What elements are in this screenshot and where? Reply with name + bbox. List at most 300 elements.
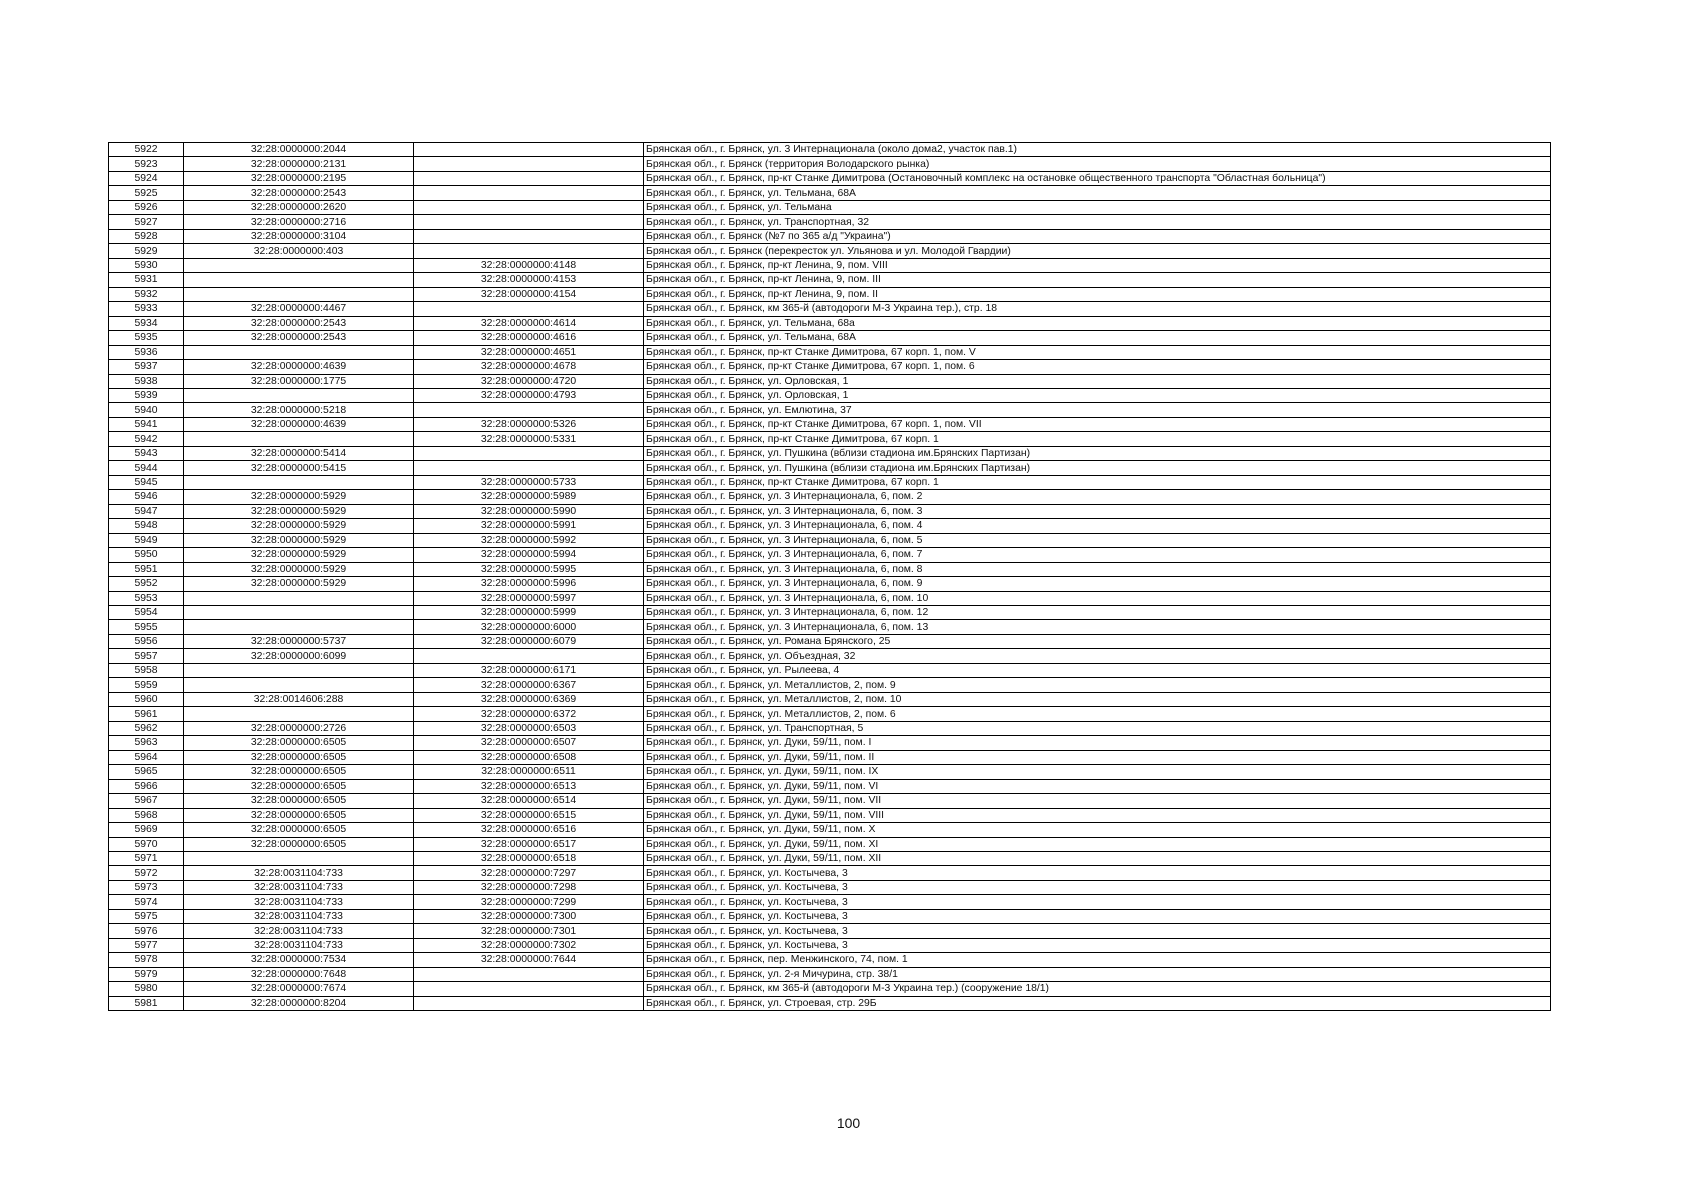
- table-row: [109, 519, 1551, 533]
- object-cadastral-number-cell: [414, 649, 644, 663]
- row-number-cell: 5928: [109, 229, 184, 243]
- address-cell: Брянская обл., г. Брянск, ул. Металлистов, 2, пом. 9: [644, 678, 1551, 692]
- table-row: [109, 953, 1551, 967]
- row-number-cell: 5960: [109, 692, 184, 706]
- row-number-cell: 5967: [109, 794, 184, 808]
- cadastral-number-cell: 32:28:0000000:2620: [184, 200, 414, 214]
- address-cell: Брянская обл., г. Брянск, ул. 3 Интернационала, 6, пом. 8: [644, 562, 1551, 576]
- address-cell: Брянская обл., г. Брянск, ул. 3 Интернационала, 6, пом. 13: [644, 620, 1551, 634]
- object-cadastral-number-cell: 32:28:0000000:7299: [414, 895, 644, 909]
- row-number-cell: 5971: [109, 851, 184, 865]
- object-cadastral-number-cell: 32:28:0000000:6507: [414, 736, 644, 750]
- table-row: [109, 374, 1551, 388]
- address-cell: Брянская обл., г. Брянск, ул. Пушкина (вблизи стадиона им.Брянских Партизан): [644, 446, 1551, 460]
- row-number-cell: 5954: [109, 606, 184, 620]
- row-number-cell: 5931: [109, 273, 184, 287]
- row-number-cell: 5923: [109, 157, 184, 171]
- table-row: [109, 620, 1551, 634]
- object-cadastral-number-cell: [414, 461, 644, 475]
- cadastral-number-cell: 32:28:0000000:403: [184, 244, 414, 258]
- row-number-cell: 5925: [109, 186, 184, 200]
- row-number-cell: 5943: [109, 446, 184, 460]
- cadastral-number-cell: 32:28:0000000:4467: [184, 302, 414, 316]
- address-cell: Брянская обл., г. Брянск, ул. Дуки, 59/11, пом. VII: [644, 794, 1551, 808]
- registry-table-body: [109, 143, 1551, 1011]
- cadastral-number-cell: [184, 663, 414, 677]
- table-row: [109, 432, 1551, 446]
- row-number-cell: 5926: [109, 200, 184, 214]
- object-cadastral-number-cell: 32:28:0000000:7297: [414, 866, 644, 880]
- object-cadastral-number-cell: 32:28:0000000:5326: [414, 417, 644, 431]
- cadastral-number-cell: 32:28:0000000:2131: [184, 157, 414, 171]
- object-cadastral-number-cell: [414, 446, 644, 460]
- address-cell: Брянская обл., г. Брянск, ул. Костычева, 3: [644, 880, 1551, 894]
- table-row: [109, 634, 1551, 648]
- address-cell: Брянская обл., г. Брянск, ул. Тельмана, 68А: [644, 331, 1551, 345]
- object-cadastral-number-cell: 32:28:0000000:4793: [414, 388, 644, 402]
- cadastral-number-cell: 32:28:0000000:5929: [184, 548, 414, 562]
- table-row: [109, 794, 1551, 808]
- table-row: [109, 736, 1551, 750]
- table-row: [109, 446, 1551, 460]
- object-cadastral-number-cell: [414, 143, 644, 157]
- cadastral-number-cell: 32:28:0000000:6505: [184, 823, 414, 837]
- object-cadastral-number-cell: 32:28:0000000:5995: [414, 562, 644, 576]
- cadastral-number-cell: [184, 606, 414, 620]
- address-cell: Брянская обл., г. Брянск, ул. Орловская, 1: [644, 388, 1551, 402]
- row-number-cell: 5980: [109, 982, 184, 996]
- row-number-cell: 5965: [109, 765, 184, 779]
- object-cadastral-number-cell: 32:28:0000000:6079: [414, 634, 644, 648]
- address-cell: Брянская обл., г. Брянск, ул. Тельмана, 68А: [644, 186, 1551, 200]
- cadastral-number-cell: [184, 273, 414, 287]
- address-cell: Брянская обл., г. Брянск, ул. Дуки, 59/11, пом. VIII: [644, 808, 1551, 822]
- cadastral-number-cell: 32:28:0000000:8204: [184, 996, 414, 1010]
- cadastral-number-cell: 32:28:0000000:7674: [184, 982, 414, 996]
- table-row: [109, 591, 1551, 605]
- cadastral-number-cell: 32:28:0000000:3104: [184, 229, 414, 243]
- table-row: [109, 721, 1551, 735]
- row-number-cell: 5945: [109, 475, 184, 489]
- row-number-cell: 5924: [109, 171, 184, 185]
- cadastral-number-cell: [184, 475, 414, 489]
- address-cell: Брянская обл., г. Брянск, км 365-й (автодороги М-3 Украина тер.) (сооружение 18/1): [644, 982, 1551, 996]
- row-number-cell: 5958: [109, 663, 184, 677]
- cadastral-number-cell: 32:28:0000000:7534: [184, 953, 414, 967]
- row-number-cell: 5932: [109, 287, 184, 301]
- row-number-cell: 5935: [109, 331, 184, 345]
- table-row: [109, 808, 1551, 822]
- address-cell: Брянская обл., г. Брянск, ул. Строевая, стр. 29Б: [644, 996, 1551, 1010]
- table-row: [109, 417, 1551, 431]
- address-cell: Брянская обл., г. Брянск, ул. 3 Интернационала, 6, пом. 2: [644, 490, 1551, 504]
- address-cell: Брянская обл., г. Брянск, пр-кт Станке Димитрова, 67 корп. 1, пом. V: [644, 345, 1551, 359]
- row-number-cell: 5953: [109, 591, 184, 605]
- object-cadastral-number-cell: 32:28:0000000:5991: [414, 519, 644, 533]
- cadastral-number-cell: [184, 591, 414, 605]
- address-cell: Брянская обл., г. Брянск, ул. 3 Интернационала, 6, пом. 9: [644, 577, 1551, 591]
- table-row: [109, 475, 1551, 489]
- row-number-cell: 5978: [109, 953, 184, 967]
- row-number-cell: 5975: [109, 909, 184, 923]
- row-number-cell: 5968: [109, 808, 184, 822]
- table-row: [109, 606, 1551, 620]
- address-cell: Брянская обл., г. Брянск, ул. Металлистов, 2, пом. 10: [644, 692, 1551, 706]
- cadastral-number-cell: 32:28:0000000:2543: [184, 331, 414, 345]
- table-row: [109, 678, 1551, 692]
- object-cadastral-number-cell: 32:28:0000000:5990: [414, 504, 644, 518]
- table-row: [109, 157, 1551, 171]
- address-cell: Брянская обл., г. Брянск, ул. Пушкина (вблизи стадиона им.Брянских Партизан): [644, 461, 1551, 475]
- row-number-cell: 5940: [109, 403, 184, 417]
- address-cell: Брянская обл., г. Брянск, ул. Орловская, 1: [644, 374, 1551, 388]
- table-row: [109, 548, 1551, 562]
- table-row: [109, 996, 1551, 1010]
- address-cell: Брянская обл., г. Брянск, пр-кт Станке Димитрова, 67 корп. 1, пом. 6: [644, 360, 1551, 374]
- row-number-cell: 5929: [109, 244, 184, 258]
- address-cell: Брянская обл., г. Брянск, ул. 3 Интернационала, 6, пом. 12: [644, 606, 1551, 620]
- row-number-cell: 5941: [109, 417, 184, 431]
- object-cadastral-number-cell: 32:28:0000000:5997: [414, 591, 644, 605]
- cadastral-number-cell: 32:28:0000000:6505: [184, 794, 414, 808]
- cadastral-number-cell: 32:28:0000000:6505: [184, 750, 414, 764]
- table-row: [109, 331, 1551, 345]
- page-number: 100: [836, 1115, 861, 1131]
- cadastral-number-cell: 32:28:0031104:733: [184, 866, 414, 880]
- table-row: [109, 851, 1551, 865]
- table-row: [109, 577, 1551, 591]
- object-cadastral-number-cell: [414, 215, 644, 229]
- table-row: [109, 186, 1551, 200]
- object-cadastral-number-cell: 32:28:0000000:4678: [414, 360, 644, 374]
- object-cadastral-number-cell: 32:28:0000000:7301: [414, 924, 644, 938]
- object-cadastral-number-cell: 32:28:0000000:5994: [414, 548, 644, 562]
- table-row: [109, 461, 1551, 475]
- cadastral-number-cell: 32:28:0000000:5929: [184, 504, 414, 518]
- address-cell: Брянская обл., г. Брянск, ул. Романа Брянского, 25: [644, 634, 1551, 648]
- cadastral-number-cell: [184, 388, 414, 402]
- address-cell: Брянская обл., г. Брянск, ул. Дуки, 59/11, пом. II: [644, 750, 1551, 764]
- address-cell: Брянская обл., г. Брянск, пер. Менжинского, 74, пом. 1: [644, 953, 1551, 967]
- row-number-cell: 5974: [109, 895, 184, 909]
- table-row: [109, 533, 1551, 547]
- row-number-cell: 5955: [109, 620, 184, 634]
- table-row: [109, 663, 1551, 677]
- table-row: [109, 823, 1551, 837]
- address-cell: Брянская обл., г. Брянск, ул. Костычева, 3: [644, 866, 1551, 880]
- object-cadastral-number-cell: 32:28:0000000:6516: [414, 823, 644, 837]
- table-row: [109, 258, 1551, 272]
- cadastral-number-cell: [184, 345, 414, 359]
- row-number-cell: 5949: [109, 533, 184, 547]
- row-number-cell: 5937: [109, 360, 184, 374]
- table-row: [109, 143, 1551, 157]
- object-cadastral-number-cell: [414, 403, 644, 417]
- address-cell: Брянская обл., г. Брянск, ул. Металлистов, 2, пом. 6: [644, 707, 1551, 721]
- row-number-cell: 5939: [109, 388, 184, 402]
- table-row: [109, 388, 1551, 402]
- table-row: [109, 287, 1551, 301]
- cadastral-number-cell: 32:28:0000000:6505: [184, 808, 414, 822]
- table-row: [109, 866, 1551, 880]
- cadastral-number-cell: [184, 851, 414, 865]
- address-cell: Брянская обл., г. Брянск, ул. Объездная, 32: [644, 649, 1551, 663]
- address-cell: Брянская обл., г. Брянск, ул. Транспортная, 5: [644, 721, 1551, 735]
- row-number-cell: 5963: [109, 736, 184, 750]
- object-cadastral-number-cell: [414, 229, 644, 243]
- row-number-cell: 5977: [109, 938, 184, 952]
- row-number-cell: 5942: [109, 432, 184, 446]
- address-cell: Брянская обл., г. Брянск, ул. Емлютина, 37: [644, 403, 1551, 417]
- object-cadastral-number-cell: 32:28:0000000:6514: [414, 794, 644, 808]
- object-cadastral-number-cell: 32:28:0000000:4153: [414, 273, 644, 287]
- table-row: [109, 649, 1551, 663]
- cadastral-number-cell: 32:28:0000000:5415: [184, 461, 414, 475]
- address-cell: Брянская обл., г. Брянск, пр-кт Ленина, 9, пом. VIII: [644, 258, 1551, 272]
- table-row: [109, 880, 1551, 894]
- row-number-cell: 5959: [109, 678, 184, 692]
- cadastral-number-cell: 32:28:0000000:6505: [184, 837, 414, 851]
- object-cadastral-number-cell: 32:28:0000000:6513: [414, 779, 644, 793]
- row-number-cell: 5948: [109, 519, 184, 533]
- address-cell: Брянская обл., г. Брянск, ул. Дуки, 59/11, пом. XI: [644, 837, 1551, 851]
- cadastral-number-cell: [184, 678, 414, 692]
- table-row: [109, 837, 1551, 851]
- row-number-cell: 5936: [109, 345, 184, 359]
- address-cell: Брянская обл., г. Брянск (перекресток ул. Ульянова и ул. Молодой Гвардии): [644, 244, 1551, 258]
- cadastral-number-cell: 32:28:0000000:2195: [184, 171, 414, 185]
- cadastral-number-cell: 32:28:0000000:5737: [184, 634, 414, 648]
- table-row: [109, 171, 1551, 185]
- object-cadastral-number-cell: 32:28:0000000:5992: [414, 533, 644, 547]
- object-cadastral-number-cell: [414, 244, 644, 258]
- cadastral-number-cell: [184, 287, 414, 301]
- row-number-cell: 5946: [109, 490, 184, 504]
- cadastral-number-cell: 32:28:0000000:5218: [184, 403, 414, 417]
- row-number-cell: 5944: [109, 461, 184, 475]
- address-cell: Брянская обл., г. Брянск (№7 по 365 а/д "Украина"): [644, 229, 1551, 243]
- object-cadastral-number-cell: 32:28:0000000:6508: [414, 750, 644, 764]
- object-cadastral-number-cell: 32:28:0000000:7644: [414, 953, 644, 967]
- object-cadastral-number-cell: 32:28:0000000:6369: [414, 692, 644, 706]
- cadastral-number-cell: 32:28:0000000:4639: [184, 360, 414, 374]
- cadastral-number-cell: 32:28:0031104:733: [184, 909, 414, 923]
- row-number-cell: 5951: [109, 562, 184, 576]
- object-cadastral-number-cell: [414, 996, 644, 1010]
- object-cadastral-number-cell: [414, 186, 644, 200]
- table-row: [109, 215, 1551, 229]
- address-cell: Брянская обл., г. Брянск, пр-кт Ленина, 9, пом. II: [644, 287, 1551, 301]
- row-number-cell: 5952: [109, 577, 184, 591]
- table-row: [109, 403, 1551, 417]
- address-cell: Брянская обл., г. Брянск, ул. 3 Интернационала, 6, пом. 10: [644, 591, 1551, 605]
- address-cell: Брянская обл., г. Брянск, пр-кт Станке Димитрова, 67 корп. 1: [644, 475, 1551, 489]
- object-cadastral-number-cell: 32:28:0000000:4651: [414, 345, 644, 359]
- cadastral-number-cell: [184, 620, 414, 634]
- cadastral-number-cell: 32:28:0000000:5414: [184, 446, 414, 460]
- object-cadastral-number-cell: 32:28:0000000:5999: [414, 606, 644, 620]
- cadastral-number-cell: 32:28:0031104:733: [184, 895, 414, 909]
- row-number-cell: 5956: [109, 634, 184, 648]
- row-number-cell: 5934: [109, 316, 184, 330]
- row-number-cell: 5969: [109, 823, 184, 837]
- row-number-cell: 5950: [109, 548, 184, 562]
- table-row: [109, 229, 1551, 243]
- object-cadastral-number-cell: 32:28:0000000:4616: [414, 331, 644, 345]
- object-cadastral-number-cell: [414, 200, 644, 214]
- cadastral-number-cell: 32:28:0000000:1775: [184, 374, 414, 388]
- address-cell: Брянская обл., г. Брянск, ул. Транспортная, 32: [644, 215, 1551, 229]
- address-cell: Брянская обл., г. Брянск (территория Володарского рынка): [644, 157, 1551, 171]
- address-cell: Брянская обл., г. Брянск, ул. Костычева, 3: [644, 909, 1551, 923]
- object-cadastral-number-cell: 32:28:0000000:6518: [414, 851, 644, 865]
- cadastral-number-cell: [184, 707, 414, 721]
- address-cell: Брянская обл., г. Брянск, ул. Тельмана: [644, 200, 1551, 214]
- object-cadastral-number-cell: 32:28:0000000:6517: [414, 837, 644, 851]
- object-cadastral-number-cell: 32:28:0000000:5989: [414, 490, 644, 504]
- address-cell: Брянская обл., г. Брянск, пр-кт Станке Димитрова, 67 корп. 1: [644, 432, 1551, 446]
- object-cadastral-number-cell: 32:28:0000000:4154: [414, 287, 644, 301]
- table-row: [109, 895, 1551, 909]
- cadastral-number-cell: 32:28:0000000:5929: [184, 519, 414, 533]
- address-cell: Брянская обл., г. Брянск, пр-кт Станке Димитрова, 67 корп. 1, пом. VII: [644, 417, 1551, 431]
- address-cell: Брянская обл., г. Брянск, ул. 3 Интернационала, 6, пом. 3: [644, 504, 1551, 518]
- table-row: [109, 273, 1551, 287]
- registry-table: [108, 142, 1551, 1011]
- row-number-cell: 5981: [109, 996, 184, 1010]
- object-cadastral-number-cell: 32:28:0000000:7298: [414, 880, 644, 894]
- object-cadastral-number-cell: 32:28:0000000:7300: [414, 909, 644, 923]
- row-number-cell: 5966: [109, 779, 184, 793]
- cadastral-number-cell: 32:28:0000000:6505: [184, 779, 414, 793]
- object-cadastral-number-cell: 32:28:0000000:4148: [414, 258, 644, 272]
- address-cell: Брянская обл., г. Брянск, ул. Рылеева, 4: [644, 663, 1551, 677]
- cadastral-number-cell: 32:28:0000000:6505: [184, 736, 414, 750]
- cadastral-number-cell: 32:28:0000000:2543: [184, 186, 414, 200]
- cadastral-number-cell: [184, 258, 414, 272]
- address-cell: Брянская обл., г. Брянск, ул. 3 Интернационала, 6, пом. 7: [644, 548, 1551, 562]
- row-number-cell: 5979: [109, 967, 184, 981]
- object-cadastral-number-cell: [414, 157, 644, 171]
- row-number-cell: 5972: [109, 866, 184, 880]
- object-cadastral-number-cell: 32:28:0000000:6367: [414, 678, 644, 692]
- address-cell: Брянская обл., г. Брянск, ул. Костычева, 3: [644, 938, 1551, 952]
- row-number-cell: 5957: [109, 649, 184, 663]
- address-cell: Брянская обл., г. Брянск, ул. Дуки, 59/11, пом. I: [644, 736, 1551, 750]
- row-number-cell: 5938: [109, 374, 184, 388]
- object-cadastral-number-cell: 32:28:0000000:5996: [414, 577, 644, 591]
- table-row: [109, 244, 1551, 258]
- object-cadastral-number-cell: 32:28:0000000:5331: [414, 432, 644, 446]
- row-number-cell: 5927: [109, 215, 184, 229]
- row-number-cell: 5930: [109, 258, 184, 272]
- row-number-cell: 5964: [109, 750, 184, 764]
- cadastral-number-cell: 32:28:0000000:2726: [184, 721, 414, 735]
- cadastral-number-cell: 32:28:0031104:733: [184, 938, 414, 952]
- table-row: [109, 924, 1551, 938]
- object-cadastral-number-cell: 32:28:0000000:5733: [414, 475, 644, 489]
- row-number-cell: 5922: [109, 143, 184, 157]
- address-cell: Брянская обл., г. Брянск, ул. Дуки, 59/11, пом. IX: [644, 765, 1551, 779]
- cadastral-number-cell: 32:28:0000000:5929: [184, 490, 414, 504]
- table-row: [109, 765, 1551, 779]
- object-cadastral-number-cell: [414, 171, 644, 185]
- address-cell: Брянская обл., г. Брянск, ул. 3 Интернационала, 6, пом. 4: [644, 519, 1551, 533]
- address-cell: Брянская обл., г. Брянск, ул. Костычева, 3: [644, 924, 1551, 938]
- table-row: [109, 779, 1551, 793]
- row-number-cell: 5947: [109, 504, 184, 518]
- row-number-cell: 5933: [109, 302, 184, 316]
- address-cell: Брянская обл., г. Брянск, ул. Дуки, 59/11, пом. XII: [644, 851, 1551, 865]
- table-row: [109, 302, 1551, 316]
- table-row: [109, 345, 1551, 359]
- cadastral-number-cell: 32:28:0000000:4639: [184, 417, 414, 431]
- address-cell: Брянская обл., г. Брянск, ул. 3 Интернационала, 6, пом. 5: [644, 533, 1551, 547]
- cadastral-number-cell: 32:28:0000000:6099: [184, 649, 414, 663]
- cadastral-number-cell: 32:28:0000000:2044: [184, 143, 414, 157]
- table-row: [109, 750, 1551, 764]
- address-cell: Брянская обл., г. Брянск, ул. 3 Интернационала (около дома2, участок пав.1): [644, 143, 1551, 157]
- object-cadastral-number-cell: 32:28:0000000:6000: [414, 620, 644, 634]
- object-cadastral-number-cell: 32:28:0000000:7302: [414, 938, 644, 952]
- object-cadastral-number-cell: 32:28:0000000:6515: [414, 808, 644, 822]
- table-row: [109, 909, 1551, 923]
- table-row: [109, 967, 1551, 981]
- row-number-cell: 5970: [109, 837, 184, 851]
- address-cell: Брянская обл., г. Брянск, пр-кт Станке Димитрова (Остановочный комплекс на остановке общественного транспорта "Областная больница"): [644, 171, 1551, 185]
- object-cadastral-number-cell: 32:28:0000000:6511: [414, 765, 644, 779]
- row-number-cell: 5973: [109, 880, 184, 894]
- address-cell: Брянская обл., г. Брянск, ул. Дуки, 59/11, пом. VI: [644, 779, 1551, 793]
- cadastral-number-cell: [184, 432, 414, 446]
- cadastral-number-cell: 32:28:0000000:7648: [184, 967, 414, 981]
- cadastral-number-cell: 32:28:0000000:2716: [184, 215, 414, 229]
- table-row: [109, 200, 1551, 214]
- cadastral-number-cell: 32:28:0000000:6505: [184, 765, 414, 779]
- object-cadastral-number-cell: 32:28:0000000:6372: [414, 707, 644, 721]
- table-row: [109, 938, 1551, 952]
- cadastral-number-cell: 32:28:0000000:2543: [184, 316, 414, 330]
- cadastral-number-cell: 32:28:0000000:5929: [184, 533, 414, 547]
- table-row: [109, 490, 1551, 504]
- address-cell: Брянская обл., г. Брянск, км 365-й (автодороги М-3 Украина тер.), стр. 18: [644, 302, 1551, 316]
- object-cadastral-number-cell: 32:28:0000000:6171: [414, 663, 644, 677]
- row-number-cell: 5961: [109, 707, 184, 721]
- address-cell: Брянская обл., г. Брянск, ул. Костычева, 3: [644, 895, 1551, 909]
- row-number-cell: 5976: [109, 924, 184, 938]
- object-cadastral-number-cell: [414, 967, 644, 981]
- table-row: [109, 562, 1551, 576]
- table-row: [109, 982, 1551, 996]
- table-row: [109, 692, 1551, 706]
- row-number-cell: 5962: [109, 721, 184, 735]
- cadastral-number-cell: 32:28:0031104:733: [184, 924, 414, 938]
- cadastral-number-cell: 32:28:0031104:733: [184, 880, 414, 894]
- table-row: [109, 316, 1551, 330]
- address-cell: Брянская обл., г. Брянск, пр-кт Ленина, 9, пом. III: [644, 273, 1551, 287]
- object-cadastral-number-cell: [414, 302, 644, 316]
- object-cadastral-number-cell: 32:28:0000000:6503: [414, 721, 644, 735]
- object-cadastral-number-cell: 32:28:0000000:4720: [414, 374, 644, 388]
- table-row: [109, 360, 1551, 374]
- address-cell: Брянская обл., г. Брянск, ул. Тельмана, 68а: [644, 316, 1551, 330]
- address-cell: Брянская обл., г. Брянск, ул. Дуки, 59/11, пом. X: [644, 823, 1551, 837]
- address-cell: Брянская обл., г. Брянск, ул. 2-я Мичурина, стр. 38/1: [644, 967, 1551, 981]
- table-row: [109, 707, 1551, 721]
- cadastral-number-cell: 32:28:0000000:5929: [184, 577, 414, 591]
- object-cadastral-number-cell: [414, 982, 644, 996]
- cadastral-number-cell: 32:28:0000000:5929: [184, 562, 414, 576]
